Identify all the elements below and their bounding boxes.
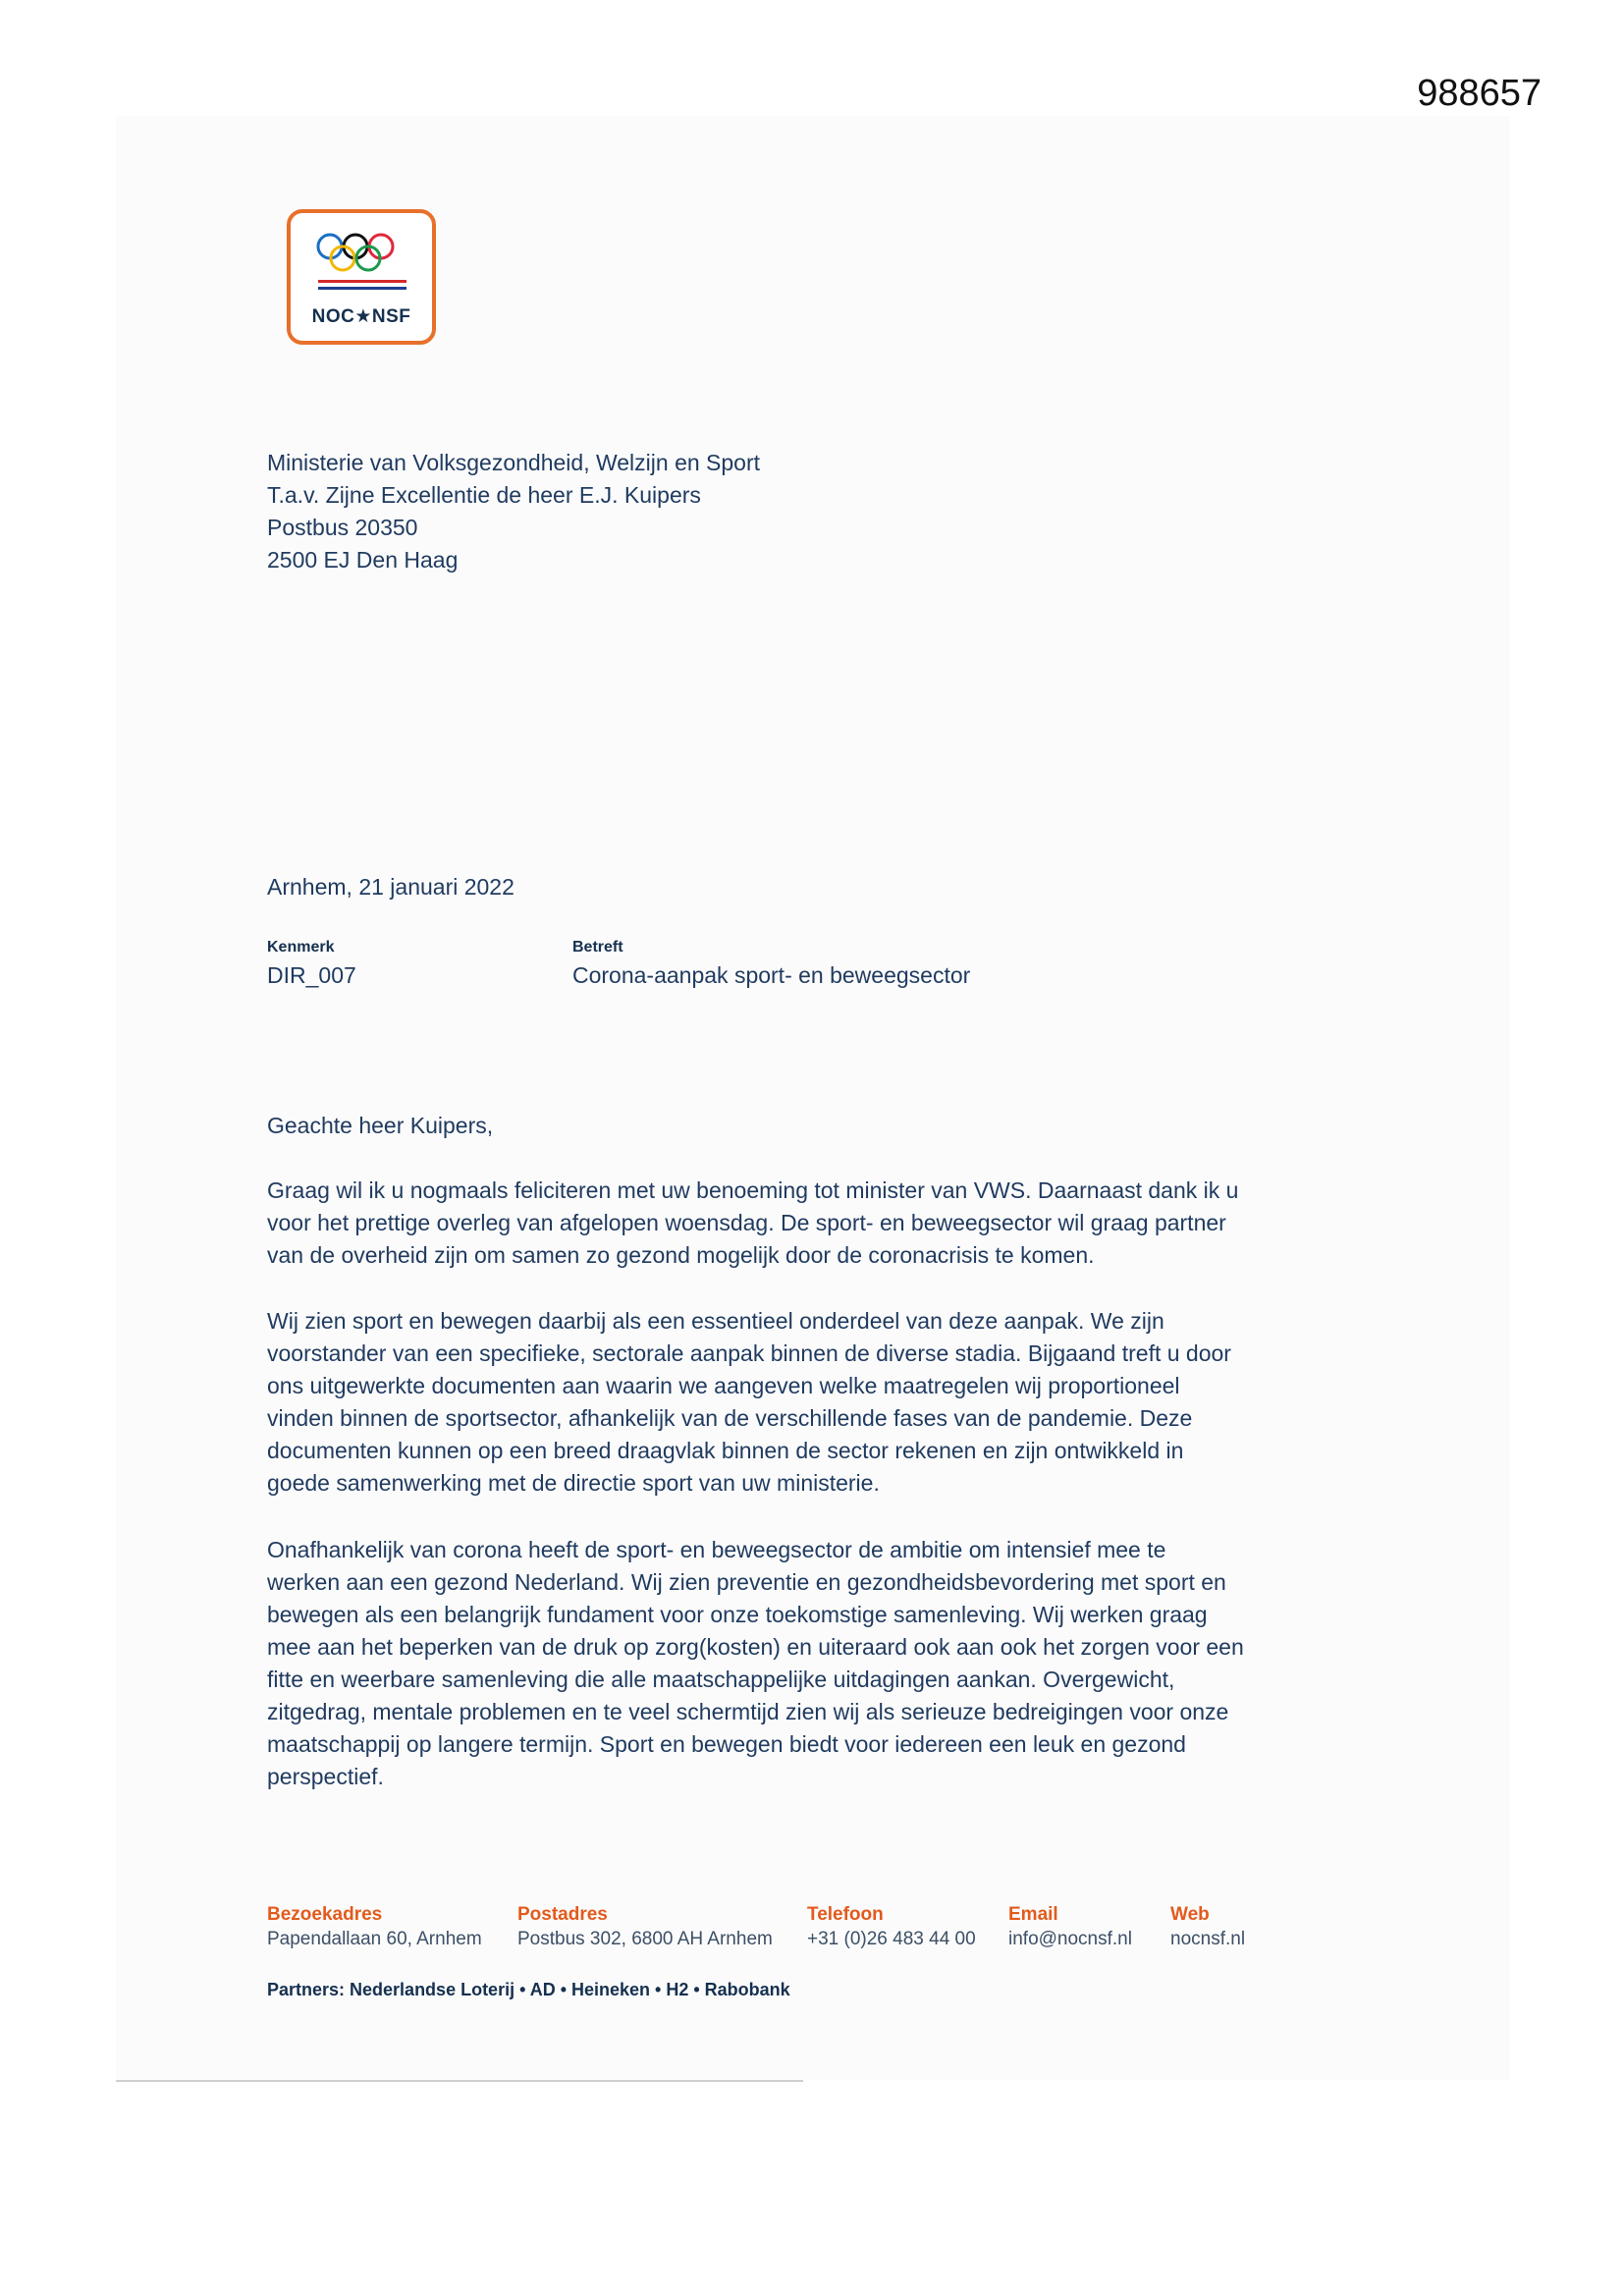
paragraph-line: mee aan het beperken van de druk op zorg(kosten) en uiteraard ook aan ook het zorgen voor een [267, 1634, 1244, 1660]
reference-block [267, 938, 356, 992]
recipient-line: Postbus 20350 [267, 515, 418, 540]
recipient-line: T.a.v. Zijne Excellentie de heer E.J. Kuipers [267, 482, 701, 508]
paragraph-line: perspectief. [267, 1764, 384, 1789]
reference-value: DIR_007 [267, 962, 356, 988]
subject-label: Betreft [572, 939, 623, 956]
footer-value: nocnsf.nl [1170, 1929, 1246, 1949]
footer-label: Telefoon [807, 1904, 884, 1925]
paragraph-line: werken aan een gezond Nederland. Wij zien preventie en gezondheidsbevordering met sport en [267, 1569, 1226, 1595]
footer-email [1008, 1903, 1132, 1952]
footer-postal-address [517, 1903, 773, 1952]
noc-nsf-logo [287, 209, 436, 345]
paragraph-line: Wij zien sport en bewegen daarbij als een essentieel onderdeel van deze aanpak. We zijn [267, 1308, 1164, 1334]
paragraph-line: fitte en weerbare samenleving die alle maatschappelijke uitdagingen aankan. Overgewicht, [267, 1667, 1175, 1692]
paragraph-line: ons uitgewerkte documenten aan waarin we aangeven welke maatregelen wij proportioneel [267, 1373, 1180, 1398]
recipient-line: 2500 EJ Den Haag [267, 547, 459, 573]
paragraph-line: van de overheid zijn om samen zo gezond mogelijk door de coronacrisis te komen. [267, 1242, 1095, 1268]
footer-web [1170, 1903, 1245, 1952]
paragraph-line: Onafhankelijk van corona heeft de sport- en beweegsector de ambitie om intensief mee te [267, 1537, 1166, 1562]
subject-value: Corona-aanpak sport- en beweegsector [572, 962, 971, 988]
footer-label: Email [1008, 1904, 1058, 1925]
salutation: Geachte heer Kuipers, [267, 1113, 494, 1138]
document-id: 988657 [1417, 73, 1542, 114]
paragraph-line: voorstander van een specifieke, sectorale aanpak binnen de diverse stadia. Bijgaand treft u door [267, 1340, 1231, 1366]
paragraph-line: goede samenwerking met de directie sport van uw ministerie. [267, 1470, 880, 1496]
body-paragraph-3 [267, 1534, 1327, 1793]
subject-block [572, 938, 970, 992]
scan-rule-line [116, 2080, 803, 2082]
recipient-address [267, 447, 760, 576]
footer-value: +31 (0)26 483 44 00 [807, 1929, 976, 1949]
body-paragraph-2 [267, 1305, 1327, 1500]
paragraph-line: vinden binnen de sportsector, afhankelijk van de verschillende fases van de pandemie. Deze [267, 1405, 1193, 1431]
paragraph-line: zitgedrag, mentale problemen en te veel schermtijd zien wij als serieuze bedreigingen voor onze [267, 1699, 1229, 1724]
footer-label: Bezoekadres [267, 1904, 383, 1925]
olympic-rings-icon [312, 227, 410, 298]
footer-value: Papendallaan 60, Arnhem [267, 1929, 482, 1949]
recipient-line: Ministerie van Volksgezondheid, Welzijn en Sport [267, 450, 761, 475]
letter-date: Arnhem, 21 januari 2022 [267, 874, 514, 900]
footer-value: Postbus 302, 6800 AH Arnhem [517, 1929, 773, 1949]
footer-label: Web [1170, 1904, 1210, 1925]
reference-label: Kenmerk [267, 939, 335, 956]
paragraph-line: documenten kunnen op een breed draagvlak binnen de sector rekenen en zijn ontwikkeld in [267, 1438, 1184, 1463]
paragraph-line: maatschappij op langere termijn. Sport en bewegen biedt voor iedereen een leuk en gezond [267, 1731, 1186, 1757]
paragraph-line: voor het prettige overleg van afgelopen woensdag. De sport- en beweegsector wil graag partner [267, 1210, 1226, 1235]
footer-phone [807, 1903, 976, 1952]
footer-partners: Partners: Nederlandse Loterij • AD • Heineken • H2 • Rabobank [267, 1980, 790, 1999]
paragraph-line: bewegen als een belangrijk fundament voor onze toekomstige samenleving. Wij werken graag [267, 1602, 1208, 1627]
paragraph-line: Graag wil ik u nogmaals feliciteren met uw benoeming tot minister van VWS. Daarnaast dank ik u [267, 1177, 1239, 1203]
footer-visit-address [267, 1903, 482, 1952]
logo-wordmark: NOC★NSF [311, 306, 411, 327]
footer-value: info@nocnsf.nl [1008, 1929, 1132, 1949]
body-paragraph-1 [267, 1175, 1327, 1272]
footer-label: Postadres [517, 1904, 608, 1925]
